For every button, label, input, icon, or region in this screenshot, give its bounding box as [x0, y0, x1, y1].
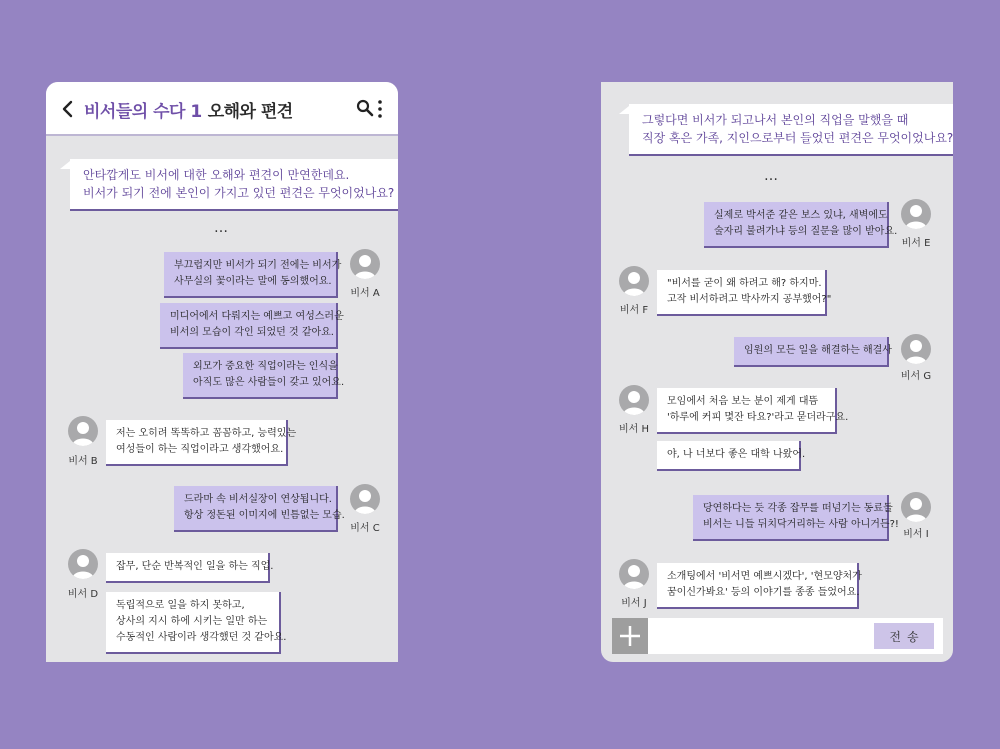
message-line: "비서를 굳이 왜 하려고 해? 하지마.: [667, 278, 822, 289]
user-name: 비서 E: [901, 238, 931, 249]
send-button[interactable]: 전송: [874, 623, 934, 649]
avatar[interactable]: [901, 199, 931, 229]
user-icon: [619, 559, 649, 589]
title-main: 오해와 편견: [207, 102, 293, 122]
message-bubble: [183, 353, 345, 399]
message-line: 비서는 니들 뒤치닥거리하는 사람 아니거든?!: [703, 519, 899, 530]
message-bubble: [734, 337, 892, 367]
message-bubble: [657, 441, 806, 471]
message-bubble: [106, 592, 287, 654]
message-line: 소개팅에서 '비서면 예쁘시겠다', '현모양처가: [667, 571, 862, 582]
chat-screen-left: [46, 82, 398, 662]
question-bubble: [70, 159, 398, 211]
message-line: 술자리 불려가냐 등의 질문을 많이 받아요.: [714, 226, 898, 237]
message-bubble: [174, 486, 345, 532]
message-bubble: [704, 202, 898, 248]
avatar[interactable]: [619, 385, 649, 415]
message-bubble: [657, 563, 862, 609]
avatar[interactable]: [619, 559, 649, 589]
message-bubble: [693, 495, 899, 541]
question-line: 안타깝게도 비서에 대한 오해와 편견이 만연한데요.: [83, 168, 350, 182]
question-bubble-tail: [60, 161, 70, 169]
user-icon: [68, 549, 98, 579]
message-line: 고작 비서하려고 박사까지 공부했어?": [667, 294, 832, 305]
avatar[interactable]: [901, 492, 931, 522]
question-line: 그렇다면 비서가 되고나서 본인의 직업을 말했을 때: [642, 113, 909, 127]
user-icon: [68, 416, 98, 446]
message-line: 야, 나 너보다 좋은 대학 나왔어.: [667, 449, 806, 460]
user-name: 비서 H: [618, 424, 650, 435]
message-line: 사무실의 꽃이라는 말에 동의했어요.: [174, 276, 332, 287]
user-name: 비서 D: [67, 589, 99, 600]
message-line: 상사의 지시 하에 시키는 일만 하는: [116, 616, 268, 627]
message-line: 모임에서 처음 보는 분이 제게 대뜸: [667, 396, 819, 407]
chat-screen-right: [601, 82, 953, 662]
message-line: 비서의 모습이 각인 되었던 것 같아요.: [170, 327, 334, 338]
message-line: 독립적으로 일을 하지 못하고,: [116, 600, 245, 611]
user-icon: [619, 385, 649, 415]
user-icon: [901, 492, 931, 522]
message-line: 당연하다는 듯 각종 잡무를 떠넘기는 동료들: [703, 503, 893, 514]
message-bubble: [106, 420, 297, 466]
user-name: 비서 I: [903, 529, 929, 540]
message-line: 드라마 속 비서실장이 연상됩니다.: [184, 494, 332, 505]
user-name: 비서 C: [350, 523, 380, 534]
message-line: 부끄럽지만 비서가 되기 전에는 비서가: [174, 260, 342, 271]
user-icon: [350, 249, 380, 279]
message-line: '하루에 커피 몇잔 타요?'라고 묻더라구요.: [667, 412, 849, 423]
search-icon[interactable]: [356, 99, 374, 117]
plus-icon: [612, 618, 648, 654]
message-bubble: [106, 553, 274, 583]
message-line: 여성들이 하는 직업이라고 생각했어요.: [116, 444, 284, 455]
message-bubble: [657, 388, 849, 434]
user-name: 비서 B: [68, 456, 98, 467]
message-input-bar: [612, 618, 943, 654]
message-line: 실제로 박서준 같은 보스 있냐, 새벽에도: [714, 210, 888, 221]
message-line: 잡무, 단순 반복적인 일을 하는 직업.: [116, 561, 274, 572]
page-title: [84, 97, 293, 122]
user-icon: [350, 484, 380, 514]
message-bubble: [160, 303, 344, 349]
question-bubble: [629, 104, 953, 156]
message-input[interactable]: [650, 618, 872, 654]
message-line: 임원의 모든 일을 해결하는 해결사: [744, 345, 892, 356]
message-line: 외모가 중요한 직업이라는 인식을: [193, 361, 338, 372]
user-icon: [901, 334, 931, 364]
question-bubble-tail: [619, 106, 629, 114]
message-line: 아직도 많은 사람들이 갖고 있어요.: [193, 377, 345, 388]
user-name: 비서 G: [900, 371, 932, 382]
message-line: 수동적인 사람이라 생각했던 것 같아요.: [116, 632, 287, 643]
user-name: 비서 A: [350, 288, 380, 299]
avatar[interactable]: [68, 549, 98, 579]
ellipsis: …: [214, 220, 229, 236]
message-line: 미디어에서 다뤄지는 예쁘고 여성스러운: [170, 311, 344, 322]
chevron-left-icon[interactable]: [60, 99, 76, 119]
message-line: 꿈이신가봐요' 등의 이야기를 종종 들었어요.: [667, 587, 860, 598]
user-icon: [901, 199, 931, 229]
ellipsis: …: [764, 168, 779, 184]
avatar[interactable]: [350, 249, 380, 279]
user-name: 비서 J: [621, 598, 647, 609]
avatar[interactable]: [68, 416, 98, 446]
user-icon: [619, 266, 649, 296]
question-line: 직장 혹은 가족, 지인으로부터 들었던 편견은 무엇이었나요?: [642, 131, 953, 145]
plus-button[interactable]: [612, 618, 648, 654]
user-name: 비서 F: [619, 305, 649, 316]
title-accent: 비서들의 수다 1: [84, 102, 202, 122]
question-line: 비서가 되기 전에 본인이 가지고 있던 편견은 무엇이었나요?: [83, 186, 395, 200]
message-bubble: [164, 252, 342, 298]
avatar[interactable]: [901, 334, 931, 364]
message-bubble: [657, 270, 832, 316]
avatar[interactable]: [619, 266, 649, 296]
avatar[interactable]: [350, 484, 380, 514]
more-vertical-icon[interactable]: [376, 99, 384, 119]
chat-header: [46, 82, 398, 136]
message-line: 저는 오히려 똑똑하고 꼼꼼하고, 능력있는: [116, 428, 297, 439]
message-line: 항상 정돈된 이미지에 빈틈없는 모습.: [184, 510, 345, 521]
